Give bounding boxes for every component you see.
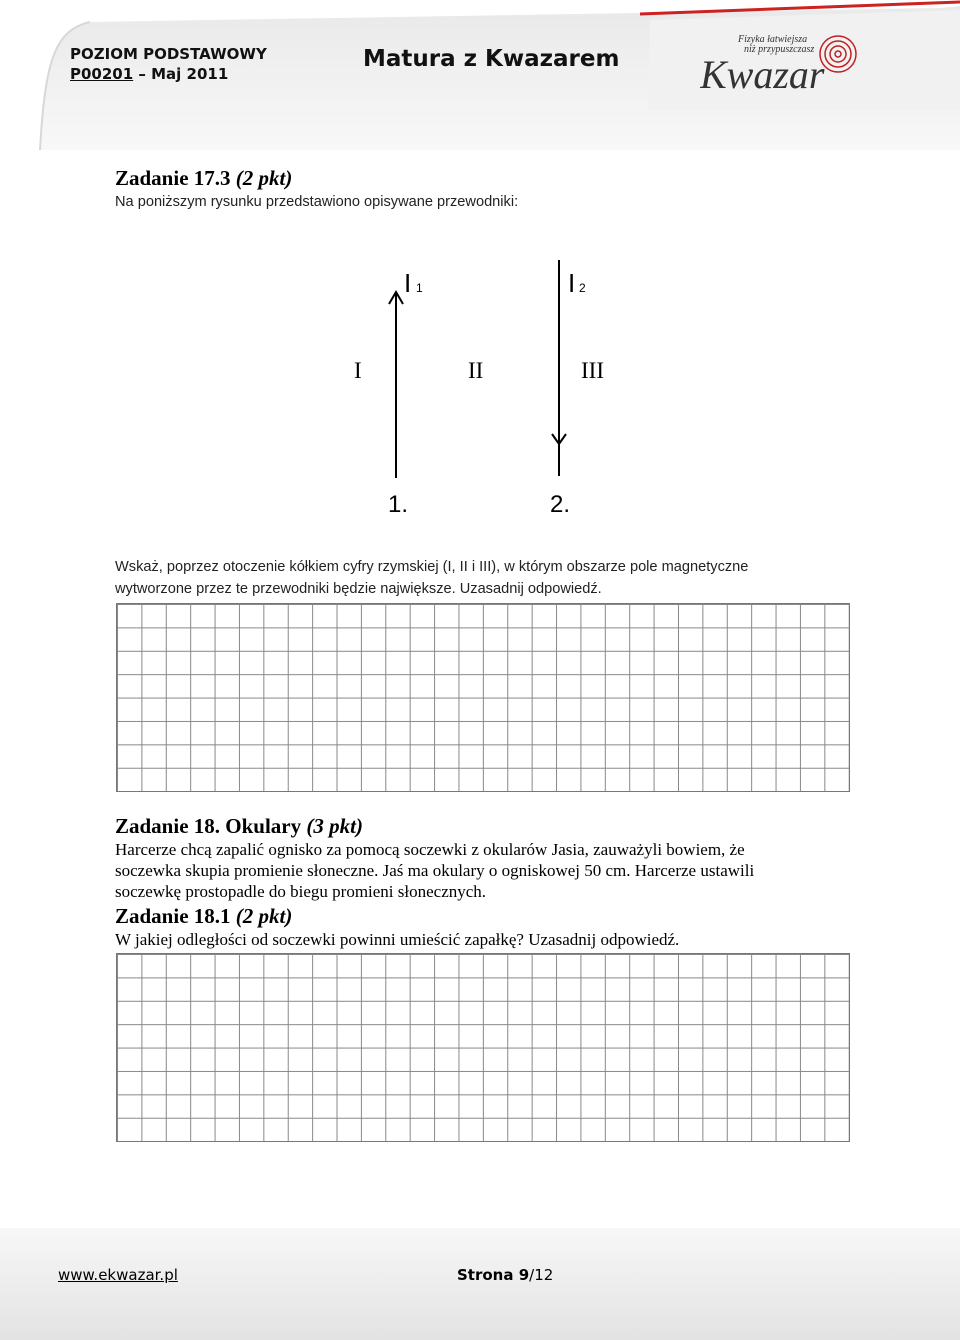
level-label: POZIOM PODSTAWOWY — [70, 45, 267, 63]
exam-code: P00201 — [70, 65, 134, 83]
task-18-1-heading: Zadanie 18.1 (2 pkt) — [115, 904, 293, 928]
current-1-label: I — [404, 268, 412, 298]
page-footer — [0, 1228, 960, 1340]
task-17-3-question-line-1: Wskaż, poprzez otoczenie kółkiem cyfry rzymskiej (I, II i III), w którym obszarze pole magnetyczne — [115, 559, 749, 575]
svg-text:niż przypuszczasz: niż przypuszczasz — [744, 44, 815, 55]
current-2-label: I — [568, 268, 576, 298]
region-2-label: II — [468, 358, 484, 383]
answer-grid-17-3[interactable] — [116, 603, 850, 792]
website-link[interactable]: www.ekwazar.pl — [58, 1266, 178, 1284]
answer-grid-18-1[interactable] — [116, 953, 850, 1142]
task-17-3-heading: Zadanie 17.3 (2 pkt) — [115, 166, 293, 190]
region-3-label: III — [581, 358, 604, 383]
task-17-3-intro: Na poniższym rysunku przedstawiono opisywane przewodniki: — [115, 194, 519, 210]
exam-date: – Maj 2011 — [133, 65, 229, 83]
conductors-figure — [300, 250, 660, 520]
svg-text:Kwazar: Kwazar — [700, 52, 825, 97]
current-1-sub: 1 — [416, 281, 423, 295]
svg-text:Fizyka łatwiejsza: Fizyka łatwiejsza — [738, 34, 808, 45]
kwazar-logo — [700, 28, 870, 98]
task-18-text-line-2: soczewka skupia promienie słoneczne. Jaś ma okulary o ogniskowej 50 cm. Harcerze ustawili — [115, 861, 755, 880]
task-18-heading: Zadanie 18. Okulary (3 pkt) — [115, 814, 363, 838]
task-18-text-line-3: soczewkę prostopadle do biegu promieni słonecznych. — [115, 882, 487, 901]
task-18-text-line-1: Harcerze chcą zapalić ognisko za pomocą soczewki z okularów Jasia, zauważyli bowiem, że — [115, 840, 745, 859]
current-2-sub: 2 — [579, 281, 586, 295]
region-1-label: I — [354, 358, 362, 383]
wire-1-number: 1. — [388, 491, 409, 518]
task-17-3-question-line-2: wytworzone przez te przewodniki będzie największe. Uzasadnij odpowiedź. — [115, 581, 602, 597]
wire-2-number: 2. — [550, 491, 571, 518]
page-number: Strona 9/12 — [457, 1266, 554, 1284]
task-18-1-question: W jakiej odległości od soczewki powinni umieścić zapałkę? Uzasadnij odpowiedź. — [115, 930, 680, 949]
header-meta — [70, 44, 267, 84]
header-title: Matura z Kwazarem — [363, 46, 620, 72]
